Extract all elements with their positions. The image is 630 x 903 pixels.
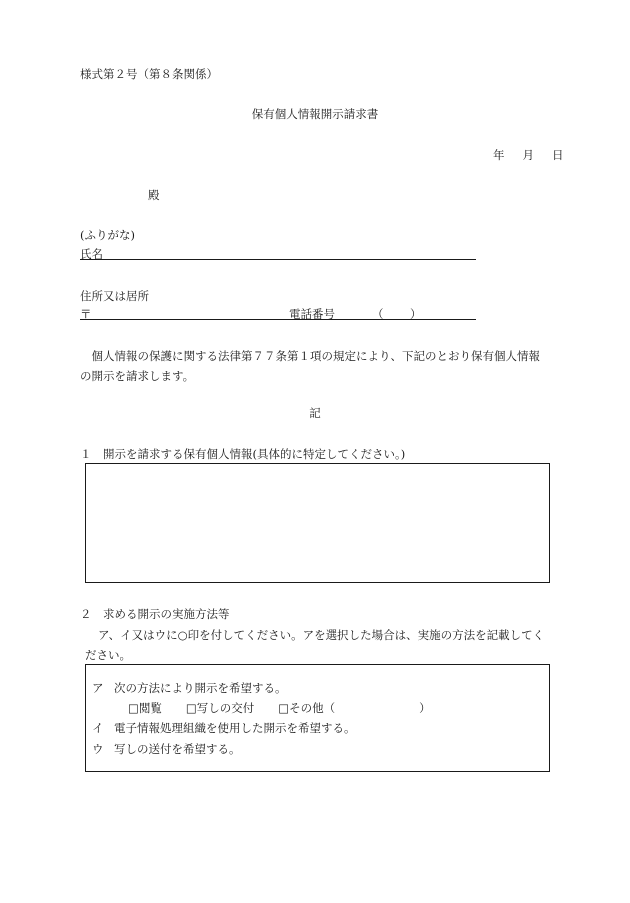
option-a-choices bbox=[128, 700, 431, 716]
option-a-marker: ア bbox=[92, 681, 104, 695]
checkbox-other[interactable]: □その他（ bbox=[278, 701, 336, 715]
option-u-text: 写しの送付を希望する。 bbox=[114, 742, 241, 756]
option-a-text: 次の方法により開示を希望する。 bbox=[114, 681, 287, 695]
name-label: 氏名 bbox=[80, 247, 103, 261]
option-u-marker: ウ bbox=[92, 742, 104, 756]
phone-paren-close: ） bbox=[410, 307, 422, 321]
option-a[interactable] bbox=[92, 680, 287, 696]
address-field-underline[interactable] bbox=[80, 319, 476, 320]
option-i-text: 電子情報処理組織を使用した開示を希望する。 bbox=[114, 721, 356, 735]
addressee-suffix: 殿 bbox=[148, 188, 160, 202]
request-statement-line-2: の開示を請求します。 bbox=[80, 369, 195, 383]
section2-note-line-1: ア、イ又はウに○印を付してください。アを選択した場合は、実施の方法を記載してく bbox=[98, 628, 545, 642]
requested-info-textarea[interactable] bbox=[85, 463, 550, 583]
date-day-label: 日 bbox=[552, 148, 564, 162]
option-i-marker: イ bbox=[92, 721, 104, 735]
document-title: 保有個人情報開示請求書 bbox=[251, 107, 379, 121]
date-month-label: 月 bbox=[522, 148, 534, 162]
checkbox-copy-delivery[interactable]: □写しの交付 bbox=[185, 701, 255, 715]
section1-title: １ 開示を請求する保有個人情報(具体的に特定してください。) bbox=[80, 447, 406, 461]
request-statement-line-1: 個人情報の保護に関する法律第７７条第１項の規定により、下記のとおり保有個人情報 bbox=[91, 349, 540, 363]
section2-title: ２ 求める開示の実施方法等 bbox=[80, 607, 230, 621]
postal-mark-icon: 〒 bbox=[80, 307, 92, 321]
ki-heading: 記 bbox=[309, 406, 321, 420]
date-year-label: 年 bbox=[493, 148, 505, 162]
address-label: 住所又は居所 bbox=[80, 289, 149, 303]
name-field-underline[interactable] bbox=[80, 259, 476, 260]
section2-note-line-2: ださい。 bbox=[85, 648, 131, 662]
phone-paren-open: （ bbox=[372, 307, 384, 321]
option-u[interactable] bbox=[92, 741, 241, 757]
furigana-label: (ふりがな) bbox=[80, 228, 135, 242]
phone-label: 電話番号 bbox=[289, 307, 335, 321]
date-line bbox=[493, 147, 564, 163]
other-close-paren: ） bbox=[419, 701, 431, 715]
form-number: 様式第２号（第８条関係） bbox=[80, 67, 218, 81]
checkbox-viewing[interactable]: □閲覧 bbox=[128, 701, 162, 715]
option-i[interactable] bbox=[92, 720, 356, 736]
